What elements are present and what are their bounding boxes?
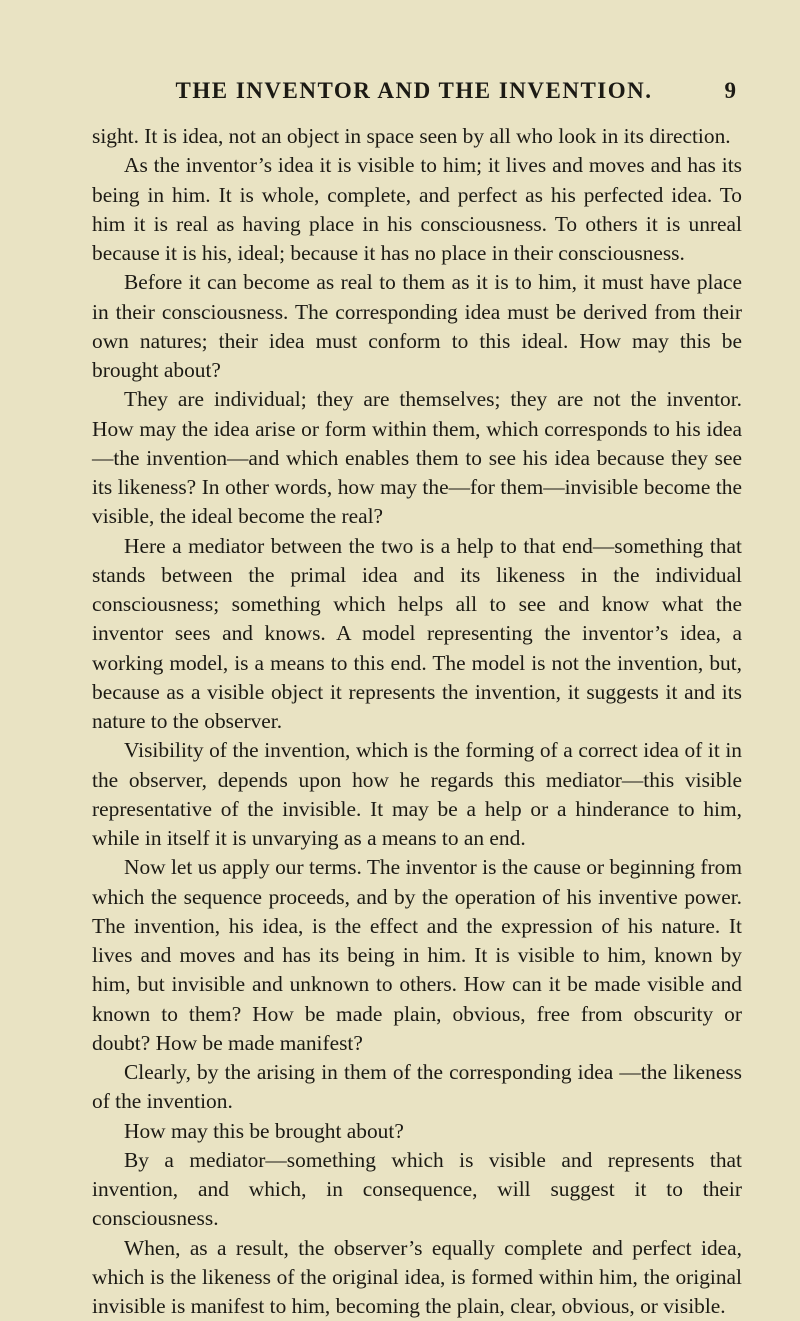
running-head-title: THE INVENTOR AND THE INVENTION. [92,78,736,104]
running-head [92,78,736,112]
paragraph: Before it can become as real to them as it is to him, it must have place in their consciousness. The corresponding idea must be derived from their own natures; their idea must conform to this ideal. How may this be brought about? [92,268,742,385]
paragraph: Visibility of the invention, which is the forming of a correct idea of it in the observer, depends upon how he regards this mediator—this visible representative of the invisible. It may be a help or a hinderance to him, while in itself it is unvarying as a means to an end. [92,736,742,853]
paragraph: Here a mediator between the two is a help to that end—something that stands between the primal idea and its likeness in the individual consciousness; something which helps all to see and know what the inventor sees and knows. A model representing the inventor’s idea, a working model, is a means to this end. The model is not the invention, but, because as a visible object it represents the invention, it suggests it and its nature to the observer. [92,532,742,737]
paragraph: They are individual; they are themselves; they are not the inventor. How may the idea arise or form within them, which corresponds to his idea—the invention—and which enables them to see his idea because they see its likeness? In other words, how may the—for them—invisible become the visible, the ideal become the real? [92,385,742,531]
paragraph: Now let us apply our terms. The inventor is the cause or beginning from which the sequence proceeds, and by the operation of his inventive power. The invention, his idea, is the effect and the expression of his nature. It lives and moves and has its being in him. It is visible to him, known by him, but invisible and unknown to others. How can it be made visible and known to them? How be made plain, obvious, free from obscurity or doubt? How be made manifest? [92,853,742,1058]
paragraph: By a mediator—something which is visible and represents that invention, and which, in consequence, will suggest it to their consciousness. [92,1146,742,1234]
body-text [92,122,742,1321]
paragraph: When, as a result, the observer’s equally complete and perfect idea, which is the likeness of the original idea, is formed within him, the original invisible is manifest to him, becoming the plain, clear, obvious, or visible. [92,1234,742,1321]
page-number: 9 [725,78,737,104]
paragraph: sight. It is idea, not an object in space seen by all who look in its direction. [92,122,742,151]
paragraph: Clearly, by the arising in them of the corresponding idea —the likeness of the invention. [92,1058,742,1117]
paragraph: As the inventor’s idea it is visible to him; it lives and moves and has its being in him. It is whole, complete, and perfect as his perfected idea. To him it is real as having place in his consciousness. To others it is unreal because it is his, ideal; because it has no place in their consciousness. [92,151,742,268]
paragraph: How may this be brought about? [92,1117,742,1146]
